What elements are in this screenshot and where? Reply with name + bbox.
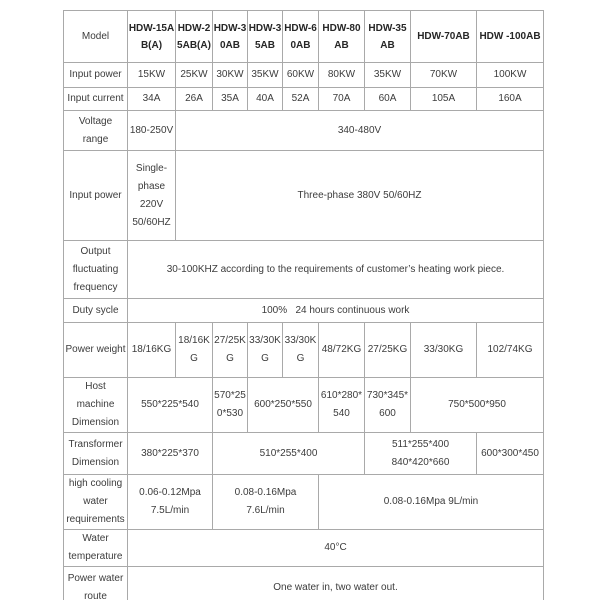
table-row-duty-cycle: [64, 299, 544, 323]
power-type-single-phase-cell: Single-phase 220V 50/60HZ: [128, 151, 176, 241]
table-row-model: [64, 11, 544, 63]
power-weight-cell: 18/16KG: [176, 323, 213, 378]
input-current-cell: 40A: [248, 88, 283, 111]
product-spec-table: [63, 10, 544, 600]
host-dimension-cell: 750*500*950: [411, 378, 544, 433]
model-cell: HDW-35AB: [365, 11, 411, 63]
transformer-dimension-cell: [365, 433, 477, 475]
input-power-cell: 80KW: [319, 63, 365, 88]
input-current-cell: 35A: [213, 88, 248, 111]
table-row-water-temperature: [64, 530, 544, 567]
row-label-output-frequency: Output fluctuating frequency: [64, 241, 128, 299]
power-type-three-phase-cell: Three-phase 380V 50/60HZ: [176, 151, 544, 241]
transformer-dimension-cell: 510*255*400: [213, 433, 365, 475]
power-weight-cell: 33/30KG: [283, 323, 319, 378]
duty-cycle-cell: 100% 24 hours continuous work: [128, 299, 544, 323]
host-dimension-cell: 570*250*530: [213, 378, 248, 433]
model-cell: HDW -100AB: [477, 11, 544, 63]
row-label-input-current: Input current: [64, 88, 128, 111]
input-power-cell: 25KW: [176, 63, 213, 88]
row-label-input-power-type: Input power: [64, 151, 128, 241]
water-temperature-cell: 40°C: [128, 530, 544, 567]
table-row-water-route: [64, 567, 544, 600]
row-label-water-route: Power water route: [64, 567, 128, 600]
host-dimension-cell: 610*280*540: [319, 378, 365, 433]
power-weight-cell: 27/25KG: [213, 323, 248, 378]
input-power-cell: 70KW: [411, 63, 477, 88]
table-row-voltage-range: [64, 111, 544, 151]
model-cell: HDW-70AB: [411, 11, 477, 63]
table-row-input-power: [64, 63, 544, 88]
input-current-cell: 34A: [128, 88, 176, 111]
table-row-host-dimension: [64, 378, 544, 433]
model-cell: HDW-60AB: [283, 11, 319, 63]
table-row-power-weight: [64, 323, 544, 378]
input-power-cell: 15KW: [128, 63, 176, 88]
power-weight-cell: 18/16KG: [128, 323, 176, 378]
input-power-cell: 60KW: [283, 63, 319, 88]
output-frequency-cell: 30-100KHZ according to the requirements of customer’s heating work piece.: [128, 241, 544, 299]
cooling-water-cell: 0.06-0.12Mpa 7.5L/min: [128, 475, 213, 530]
power-weight-cell: 33/30KG: [411, 323, 477, 378]
input-current-cell: 105A: [411, 88, 477, 111]
table-row-transformer-dimension: [64, 433, 544, 475]
input-power-cell: 35KW: [365, 63, 411, 88]
table-row-input-power-type: [64, 151, 544, 241]
model-cell: HDW-80AB: [319, 11, 365, 63]
row-label-voltage-range: Voltage range: [64, 111, 128, 151]
model-cell: HDW-30AB: [213, 11, 248, 63]
model-cell: HDW-15AB(A): [128, 11, 176, 63]
water-route-cell: One water in, two water out.: [128, 567, 544, 600]
table-row-cooling-water: [64, 475, 544, 530]
voltage-single-phase-cell: 180-250V: [128, 111, 176, 151]
input-current-cell: 52A: [283, 88, 319, 111]
input-current-cell: 60A: [365, 88, 411, 111]
power-weight-cell: 33/30KG: [248, 323, 283, 378]
row-label-model: Model: [64, 11, 128, 63]
transformer-dimension-cell: 600*300*450: [477, 433, 544, 475]
row-label-cooling-water: high cooling water requirements: [64, 475, 128, 530]
host-dimension-cell: 730*345*600: [365, 378, 411, 433]
host-dimension-cell: 600*250*550: [248, 378, 319, 433]
model-cell: HDW-35AB: [248, 11, 283, 63]
row-label-transformer-dimension: Transformer Dimension: [64, 433, 128, 475]
power-weight-cell: 102/74KG: [477, 323, 544, 378]
power-weight-cell: 48/72KG: [319, 323, 365, 378]
row-label-input-power: Input power: [64, 63, 128, 88]
input-current-cell: 26A: [176, 88, 213, 111]
transformer-dimension-line: 840*420*660: [391, 456, 450, 468]
row-label-duty-cycle: Duty sycle: [64, 299, 128, 323]
input-power-cell: 35KW: [248, 63, 283, 88]
host-dimension-cell: 550*225*540: [128, 378, 213, 433]
voltage-three-phase-cell: 340-480V: [176, 111, 544, 151]
model-cell: HDW-25AB(A): [176, 11, 213, 63]
row-label-host-dimension: Host machine Dimension: [64, 378, 128, 433]
row-label-power-weight: Power weight: [64, 323, 128, 378]
input-power-cell: 30KW: [213, 63, 248, 88]
transformer-dimension-cell: 380*225*370: [128, 433, 213, 475]
input-power-cell: 100KW: [477, 63, 544, 88]
transformer-dimension-line: 511*255*400: [391, 438, 450, 450]
cooling-water-cell: 0.08-0.16Mpa 9L/min: [319, 475, 544, 530]
input-current-cell: 70A: [319, 88, 365, 111]
table-row-input-current: [64, 88, 544, 111]
table-row-output-frequency: [64, 241, 544, 299]
power-weight-cell: 27/25KG: [365, 323, 411, 378]
input-current-cell: 160A: [477, 88, 544, 111]
row-label-water-temperature: Water temperature: [64, 530, 128, 567]
cooling-water-cell: 0.08-0.16Mpa 7.6L/min: [213, 475, 319, 530]
